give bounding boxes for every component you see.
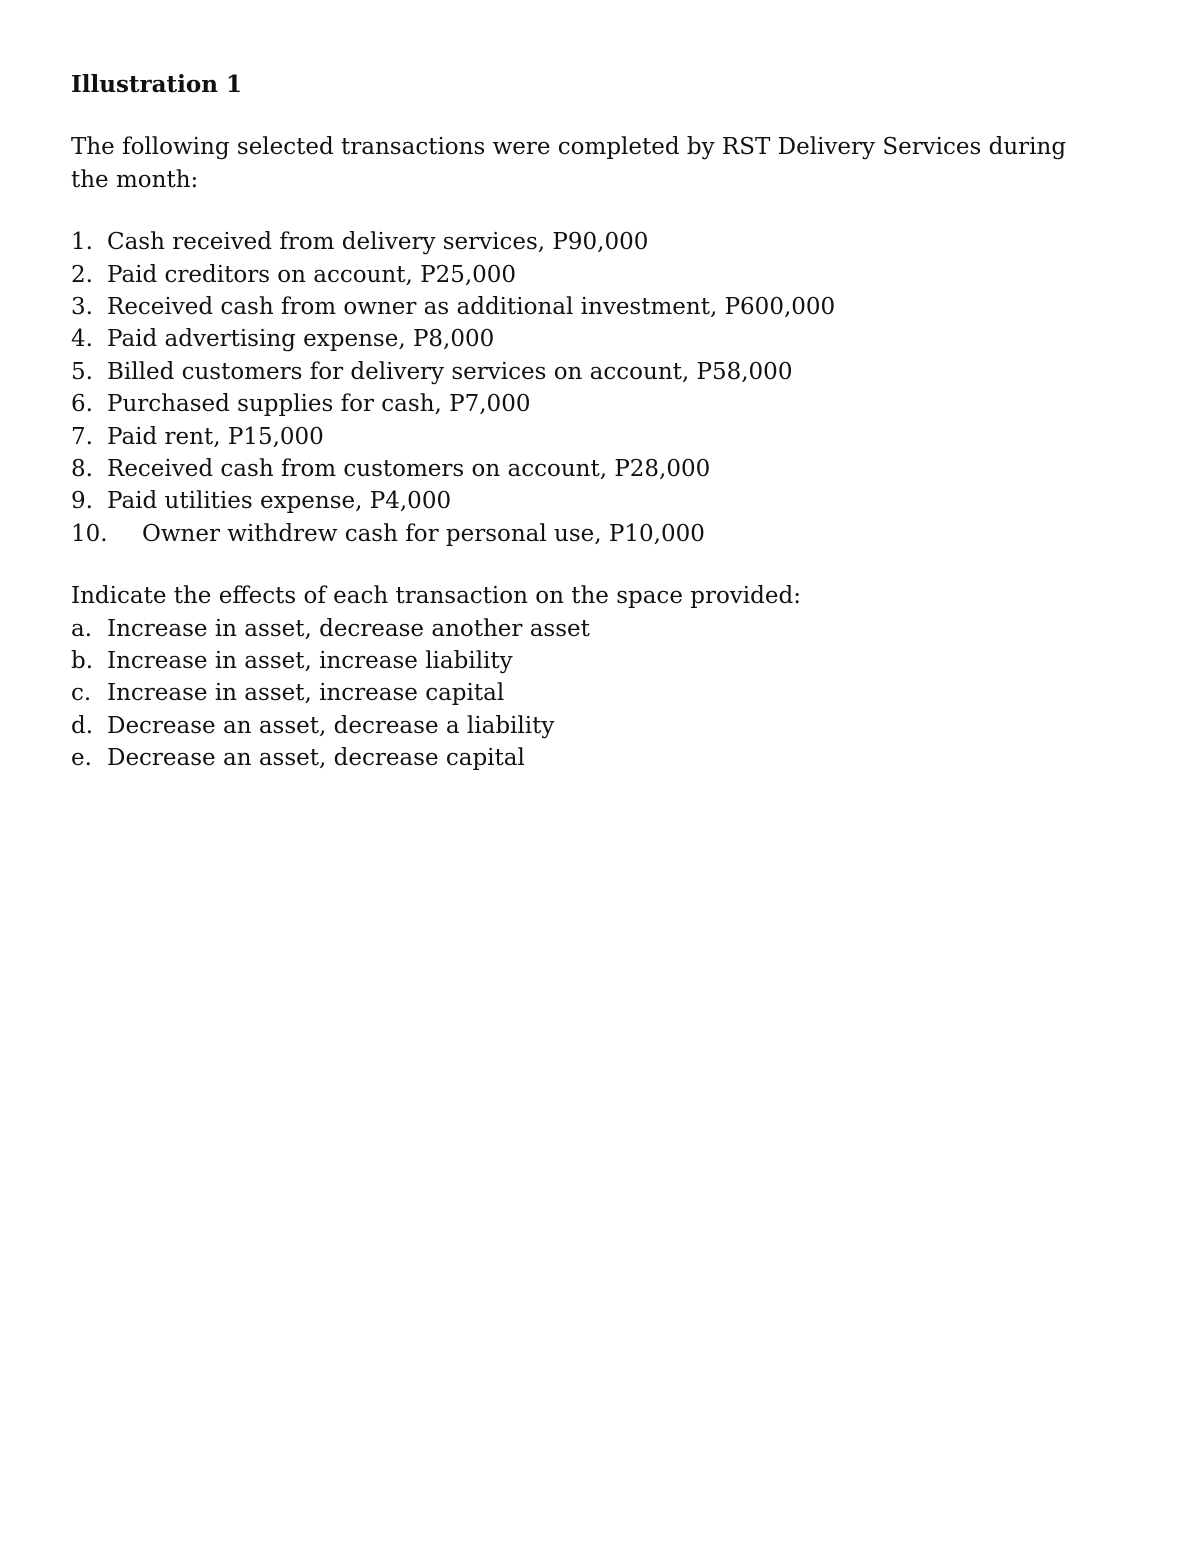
- transaction-item: [71, 453, 1131, 485]
- transaction-item: [71, 485, 1131, 517]
- transaction-list: [71, 226, 1131, 550]
- choice-list: [71, 613, 1131, 775]
- transaction-number: 3.: [71, 294, 93, 321]
- transaction-item: [71, 259, 1131, 291]
- spacer: [71, 101, 1131, 131]
- choice-text: Decrease an asset, decrease a liability: [107, 712, 555, 739]
- choice-text: Increase in asset, decrease another asset: [107, 615, 590, 642]
- transaction-item: [71, 356, 1131, 388]
- document-title: Illustration 1: [71, 71, 242, 98]
- transaction-number: 4.: [71, 326, 93, 353]
- transaction-number: 5.: [71, 358, 93, 385]
- choice-item: [71, 710, 1131, 742]
- spacer: [71, 196, 1131, 226]
- document-content: [71, 69, 1131, 775]
- transaction-number: 8.: [71, 456, 93, 483]
- transaction-text: Paid utilities expense, P4,000: [107, 488, 452, 515]
- transaction-text: Paid rent, P15,000: [107, 423, 324, 450]
- transaction-text: Billed customers for delivery services on account, P58,000: [107, 358, 793, 385]
- transaction-text: Received cash from customers on account, P28,000: [107, 456, 711, 483]
- transaction-item: [71, 323, 1131, 355]
- choice-letter: a.: [71, 615, 93, 642]
- transaction-item: [71, 291, 1131, 323]
- choice-text: Increase in asset, increase liability: [107, 648, 513, 675]
- instruction-text: Indicate the effects of each transaction on the space provided:: [71, 583, 801, 610]
- transaction-number: 7.: [71, 423, 93, 450]
- choice-text: Decrease an asset, decrease capital: [107, 745, 525, 772]
- transaction-text: Purchased supplies for cash, P7,000: [107, 391, 531, 418]
- transaction-text: Owner withdrew cash for personal use, P10,000: [142, 520, 705, 547]
- transaction-item: [71, 518, 1131, 550]
- transaction-text: Cash received from delivery services, P90,000: [107, 229, 649, 256]
- spacer: [71, 550, 1131, 580]
- transaction-text: Paid creditors on account, P25,000: [107, 261, 517, 288]
- intro-paragraph: The following selected transactions were completed by RST Delivery Services during the month:: [71, 134, 1067, 193]
- choice-letter: b.: [71, 648, 94, 675]
- choice-item: [71, 645, 1131, 677]
- choice-item: [71, 613, 1131, 645]
- choice-item: [71, 742, 1131, 774]
- transaction-item: [71, 388, 1131, 420]
- transaction-item: [71, 226, 1131, 258]
- transaction-number: 6.: [71, 391, 93, 418]
- transaction-number: 9.: [71, 488, 93, 515]
- transaction-item: [71, 421, 1131, 453]
- choice-letter: e.: [71, 745, 92, 772]
- transaction-number: 2.: [71, 261, 93, 288]
- choice-letter: c.: [71, 680, 92, 707]
- transaction-text: Paid advertising expense, P8,000: [107, 326, 495, 353]
- choice-item: [71, 677, 1131, 709]
- choice-letter: d.: [71, 712, 94, 739]
- transaction-number: 10.: [71, 520, 108, 547]
- transaction-number: 1.: [71, 229, 93, 256]
- transaction-text: Received cash from owner as additional investment, P600,000: [107, 294, 836, 321]
- choice-text: Increase in asset, increase capital: [107, 680, 505, 707]
